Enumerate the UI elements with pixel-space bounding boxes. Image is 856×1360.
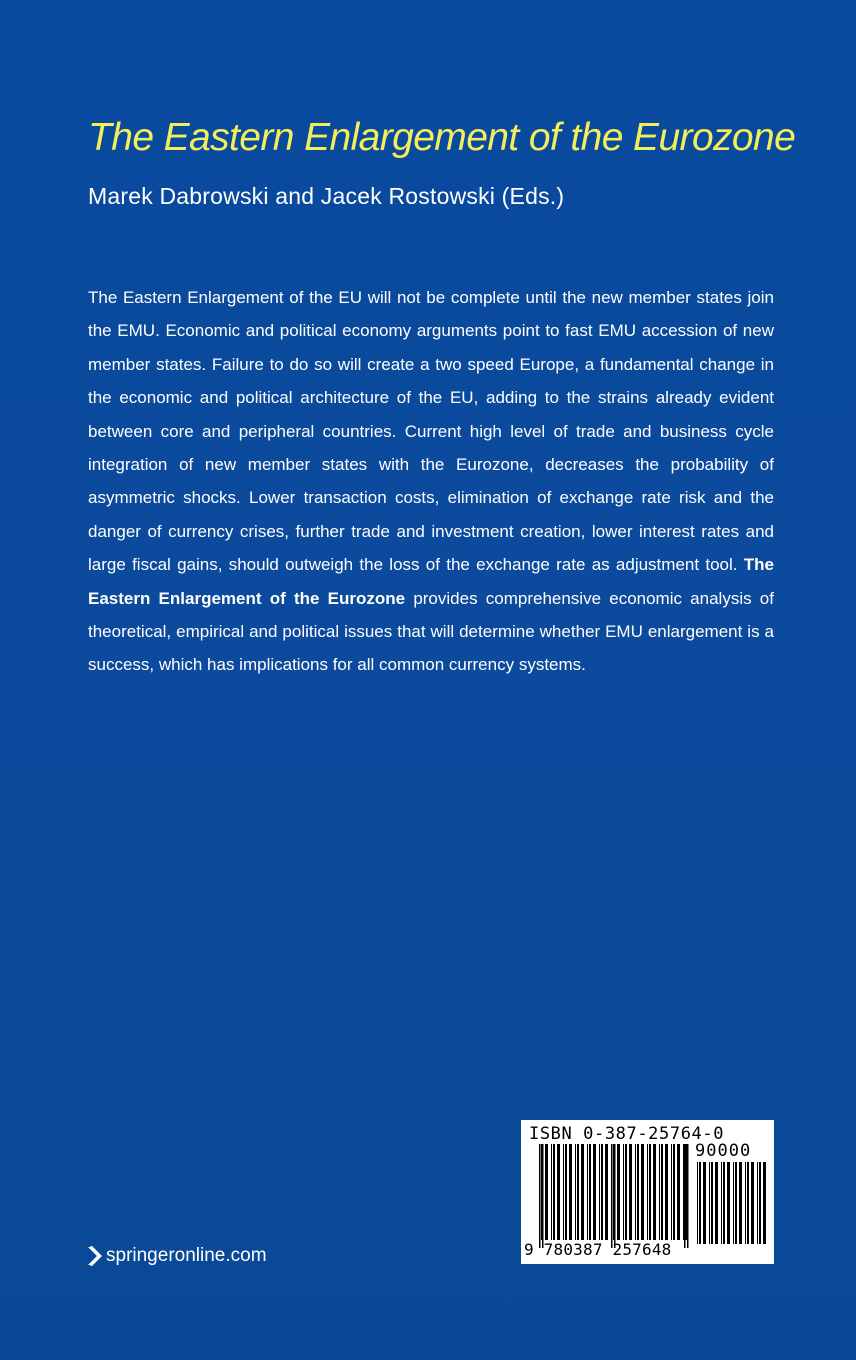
ean-bar xyxy=(557,1144,560,1240)
ean-bar xyxy=(581,1144,584,1240)
addon-bar xyxy=(721,1162,722,1244)
ean-bar xyxy=(629,1144,632,1240)
addon-bar xyxy=(727,1162,730,1244)
guard-bar xyxy=(542,1144,544,1248)
publisher-website-text: springeronline.com xyxy=(106,1245,267,1266)
ean-bar xyxy=(673,1144,675,1240)
ean-bar xyxy=(653,1144,656,1240)
ean-bar xyxy=(605,1144,608,1240)
addon-bar xyxy=(745,1162,746,1244)
ean-bar xyxy=(659,1144,660,1240)
chevron-right-icon xyxy=(88,1244,102,1268)
ean-bar xyxy=(647,1144,648,1240)
ean-bar xyxy=(677,1144,680,1240)
guard-bar xyxy=(687,1144,689,1248)
addon-bar xyxy=(709,1162,710,1244)
ean-bar xyxy=(649,1144,651,1240)
ean-bar xyxy=(637,1144,639,1240)
addon-bar xyxy=(715,1162,718,1244)
addon-bar xyxy=(711,1162,713,1244)
book-editors: Marek Dabrowski and Jacek Rostowski (Eds.) xyxy=(88,183,565,209)
price-addon-number: 90000 xyxy=(695,1141,752,1161)
ean-number: 9 780387 257648 xyxy=(524,1240,672,1259)
ean-bar xyxy=(641,1144,644,1240)
ean-bar xyxy=(599,1144,600,1240)
ean-bar xyxy=(683,1144,684,1240)
guard-bar xyxy=(684,1144,686,1248)
addon-bar xyxy=(703,1162,706,1244)
ean-bar xyxy=(601,1144,603,1240)
addon-bar xyxy=(723,1162,725,1244)
ean-bar xyxy=(569,1144,572,1240)
addon-bar xyxy=(739,1162,742,1244)
ean-bar xyxy=(593,1144,596,1240)
ean-bar xyxy=(665,1144,668,1240)
ean-bar xyxy=(587,1144,588,1240)
publisher-website-link[interactable] xyxy=(88,1244,267,1268)
description-bold-title: The Eastern Enlargement of the Eurozone xyxy=(88,555,774,608)
guard-bar xyxy=(539,1144,541,1248)
ean-bar xyxy=(661,1144,663,1240)
addon-bar xyxy=(763,1162,766,1244)
isbn-number: ISBN 0-387-25764-0 xyxy=(529,1124,725,1144)
ean-bar xyxy=(589,1144,591,1240)
ean-bar xyxy=(553,1144,555,1240)
guard-bar xyxy=(611,1144,613,1248)
description-text-part1: The Eastern Enlargement of the EU will not be complete until the new member states join the EMU. Economic and political economy arguments point to fast EMU accession of new member states. Failure to do so will create a two speed Europe, a fundamental change in the economic and political architecture of the EU, adding to the strains already evident between core and peripheral countries. Current high level of trade and business cycle integration of new member states with the Eurozone, decreases the probability of asymmetric shocks. Lower transaction costs, elimination of exchange rate risk and the danger of currency crises, further trade and investment creation, lower interest rates and large fiscal gains, should outweigh the loss of the exchange rate as adjustment tool. xyxy=(88,288,774,575)
ean-bar xyxy=(671,1144,672,1240)
addon-bar xyxy=(697,1162,698,1244)
book-title: The Eastern Enlargement of the Eurozone xyxy=(88,116,796,159)
guard-bar xyxy=(614,1144,616,1248)
ean-bar xyxy=(551,1144,552,1240)
addon-bar xyxy=(757,1162,758,1244)
ean-bar xyxy=(545,1144,548,1240)
description-text-part2: provides comprehensive economic analysis of theoretical, empirical and political issues that will determine whether EMU enlargement is a success, which has implications for all common currency systems. xyxy=(88,588,774,675)
ean-bar xyxy=(617,1144,620,1240)
addon-bar xyxy=(751,1162,754,1244)
ean-bar xyxy=(577,1144,579,1240)
ean-bar xyxy=(635,1144,636,1240)
ean-bar xyxy=(575,1144,576,1240)
addon-bar xyxy=(699,1162,701,1244)
ean-bar xyxy=(623,1144,624,1240)
addon-bar xyxy=(735,1162,737,1244)
isbn-barcode xyxy=(521,1120,774,1264)
addon-bar xyxy=(759,1162,761,1244)
ean-bar xyxy=(563,1144,564,1240)
addon-bar xyxy=(733,1162,734,1244)
ean-bar xyxy=(565,1144,567,1240)
book-description xyxy=(88,281,774,682)
ean-bar xyxy=(625,1144,627,1240)
addon-bar xyxy=(747,1162,749,1244)
